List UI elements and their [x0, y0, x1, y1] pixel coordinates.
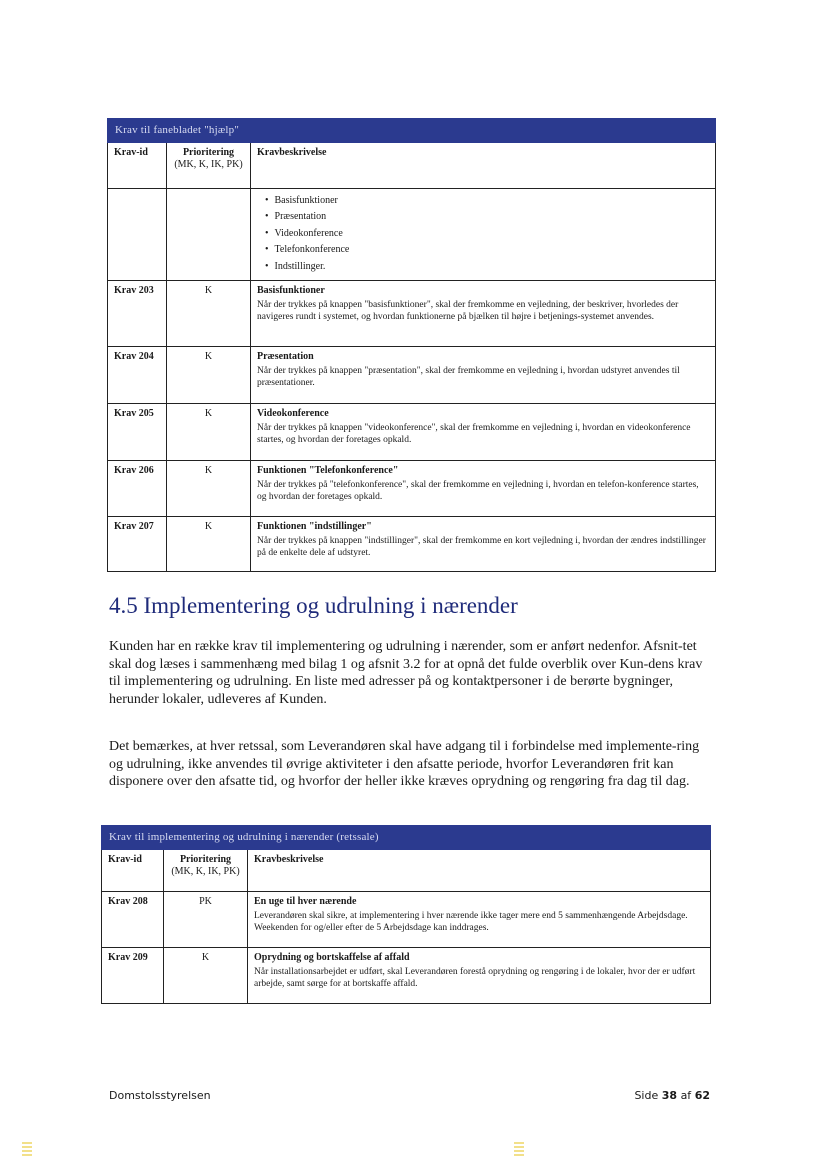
req-priority: PK	[164, 891, 248, 947]
empty-cell	[108, 188, 167, 280]
req-body: Når der trykkes på knappen "videokonference", skal der fremkomme en vejledning i, hvordan en videokonference startes, og hvordan der foretages opkald.	[257, 423, 691, 445]
header-priority-label: Prioritering	[182, 146, 235, 158]
req-desc	[251, 460, 716, 516]
req-priority: K	[167, 460, 251, 516]
requirements-table-help	[107, 118, 716, 572]
paragraph: Det bemærkes, at hver retssal, som Leverandøren skal have adgang til i forbindelse med implemente-ring og udrulning, ikke anvendes til øvrige aktiviteter i den afsatte periode, hvorfor Leverandøren frit kan disponere over den afsatte tid, og hvorfor der heller ikke kræves oprydning og rengøring fra dag til dag.	[109, 739, 700, 789]
table-row	[108, 460, 716, 516]
requirements-table-rollout	[101, 825, 711, 1004]
empty-cell	[167, 188, 251, 280]
page-mid: af	[680, 1089, 692, 1102]
header-priority-sub: (MK, K, IK, PK)	[171, 866, 240, 877]
table-caption: Krav til implementering og udrulning i nærender (retssale)	[102, 826, 711, 850]
req-title: Funktionen "Telefonkonference"	[257, 464, 399, 476]
req-priority: K	[167, 280, 251, 346]
req-id: Krav 203	[108, 280, 167, 346]
req-body: Når der trykkes på knappen "præsentation", skal der fremkomme en vejledning i, hvordan udstyret anvendes til præsentationer.	[257, 366, 680, 388]
list-item: • Videokonference	[265, 226, 709, 243]
page-current: 38	[661, 1089, 678, 1102]
req-id: Krav 209	[102, 947, 164, 1003]
list-item: • Basisfunktioner	[265, 193, 709, 210]
req-title: Funktionen "indstillinger"	[257, 520, 372, 532]
req-title: Videokonference	[257, 407, 329, 419]
req-desc	[251, 516, 716, 571]
header-priority-sub: (MK, K, IK, PK)	[174, 159, 243, 170]
req-title: Oprydning og bortskaffelse af affald	[254, 951, 410, 963]
footer-page-number	[634, 1089, 710, 1102]
table-row	[108, 403, 716, 460]
req-desc	[248, 947, 711, 1003]
req-id: Krav 207	[108, 516, 167, 571]
req-id: Krav 205	[108, 403, 167, 460]
paragraph: Kunden har en række krav til implementering og udrulning i nærender, som er anført nedenfor. Afsnit-tet skal dog læses i sammenhæng med bilag 1 og afsnit 3.2 for at opnå det fulde overblik over Kun-dens krav til implementering og udrulning. En liste med adresser på og kontaktpersoner i de berørte bygninger, herunder lokaler, udleveres af Kunden.	[109, 639, 703, 707]
req-title: Basisfunktioner	[257, 284, 325, 296]
req-body: Når der trykkes på knappen "basisfunktioner", skal der fremkomme en vejledning, der beskriver, hvorledes der navigeres rundt i systemet, og hvordan funktionerne på bjælken til højre i betjenings-systemet anvendes.	[257, 300, 679, 322]
req-priority: K	[167, 403, 251, 460]
section-heading: 4.5 Implementering og udrulning i nærender	[109, 593, 518, 618]
req-priority: K	[167, 516, 251, 571]
req-body: Når der trykkes på "telefonkonference", skal der fremkomme en vejledning i, hvordan en telefon-konference startes, og hvordan der foretages opkald.	[257, 480, 699, 502]
req-id: Krav 204	[108, 346, 167, 403]
req-title: Præsentation	[257, 350, 314, 362]
bullet-cell	[251, 188, 716, 280]
scan-mark-icon	[20, 1140, 34, 1158]
req-body: Når der trykkes på knappen "indstillinger", skal der fremkomme en kort vejledning i, hvordan der ændres indstillinger på de enkelte dele af udstyret.	[257, 536, 706, 558]
req-priority: K	[167, 346, 251, 403]
list-item: • Præsentation	[265, 209, 709, 226]
header-priority	[167, 142, 251, 188]
req-body: Leverandøren skal sikre, at implementering i hver nærende ikke tager mere end 5 sammenhængende Arbejdsdage. Weekenden for og/eller efter de 5 Arbejdsdage kan inddrages.	[254, 911, 688, 933]
list-item: • Telefonkonference	[265, 242, 709, 259]
page-prefix: Side	[634, 1089, 659, 1102]
req-title: En uge til hver nærende	[254, 895, 357, 907]
table-row	[108, 516, 716, 571]
header-id: Krav-id	[108, 142, 167, 188]
req-desc	[251, 280, 716, 346]
req-desc	[248, 891, 711, 947]
header-desc: Kravbeskrivelse	[248, 849, 711, 891]
table-row	[102, 891, 711, 947]
table-row	[108, 346, 716, 403]
req-id: Krav 206	[108, 460, 167, 516]
list-item: • Indstillinger.	[265, 259, 709, 276]
table-row	[108, 280, 716, 346]
table-row	[102, 947, 711, 1003]
table-caption: Krav til fanebladet "hjælp"	[108, 119, 716, 143]
scan-mark-icon	[512, 1140, 526, 1158]
req-desc	[251, 403, 716, 460]
req-desc	[251, 346, 716, 403]
header-priority	[164, 849, 248, 891]
header-priority-label: Prioritering	[179, 853, 232, 865]
header-desc: Kravbeskrivelse	[251, 142, 716, 188]
bullet-list	[257, 193, 709, 276]
req-id: Krav 208	[102, 891, 164, 947]
req-body: Når installationsarbejdet er udført, skal Leverandøren forestå oprydning og rengøring i de lokaler, hvor der er udført arbejde, samt sørge for at bortskaffe affald.	[254, 967, 696, 989]
header-id: Krav-id	[102, 849, 164, 891]
req-priority: K	[164, 947, 248, 1003]
footer-organization: Domstolsstyrelsen	[109, 1089, 211, 1102]
page-total: 62	[694, 1089, 710, 1102]
